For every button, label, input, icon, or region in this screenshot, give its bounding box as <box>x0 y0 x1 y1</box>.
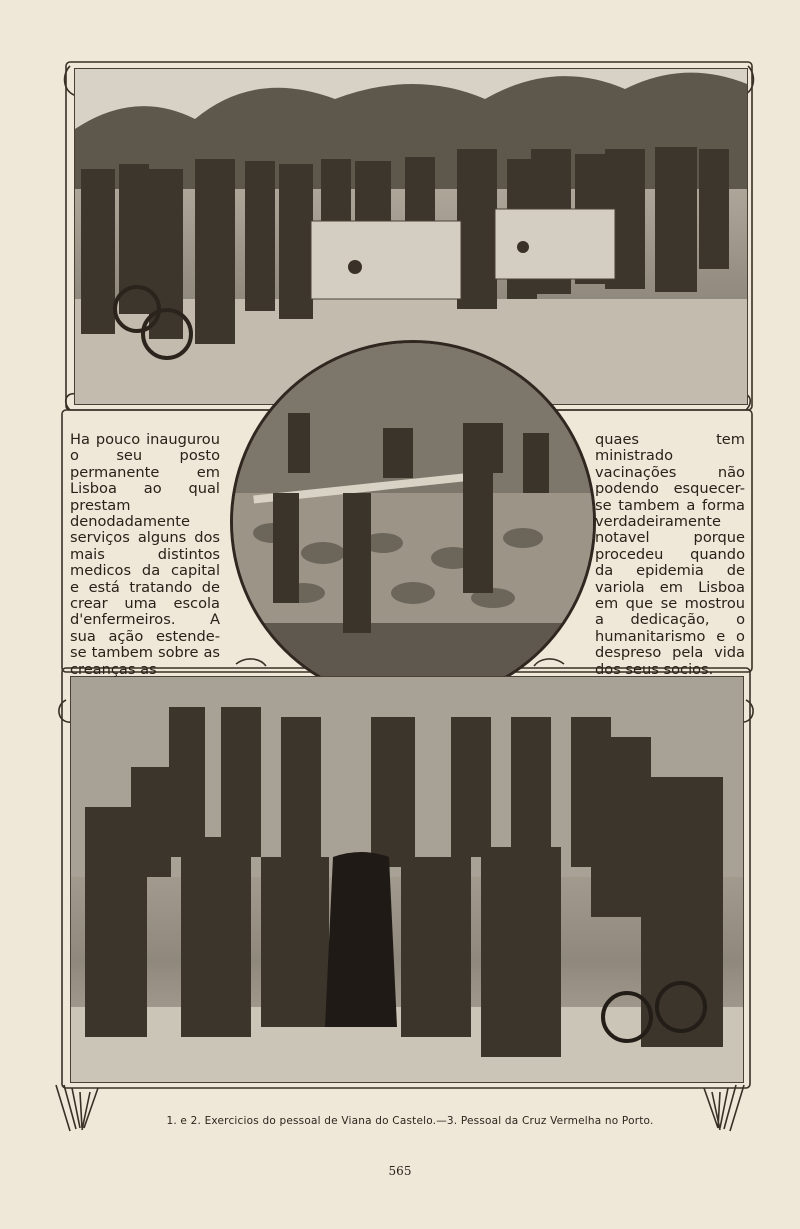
photo-cruz-vermelha-porto <box>70 676 744 1083</box>
photo-3-figures <box>71 677 743 1082</box>
article-text-right: quaes tem ministrado vacinações não podendo esquecer-se tambem a forma verdadeiramente notavel porque procedeu quando da epidemia de variola em Lisboa em que se mostrou a dedicação, o humanitarismo e o despreso pela vida dos seus socios. <box>595 431 745 678</box>
article-text-left: Ha pouco inaugurou o seu posto permanente em Lisboa ao qual prestam denodadamente serviços alguns dos mais distintos medicos da capital e está tratando de crear uma escola d'enfermeiros. A sua ação estende-se tambem sobre as creanças as <box>70 431 220 678</box>
photo-2-figures <box>233 343 593 701</box>
photo-viana-exercise-wall <box>230 340 596 704</box>
page-number: 565 <box>388 1164 412 1178</box>
figure-caption: 1. e 2. Exercicios do pessoal de Viana do Castelo.—3. Pessoal da Cruz Vermelha no Porto. <box>166 1115 654 1127</box>
